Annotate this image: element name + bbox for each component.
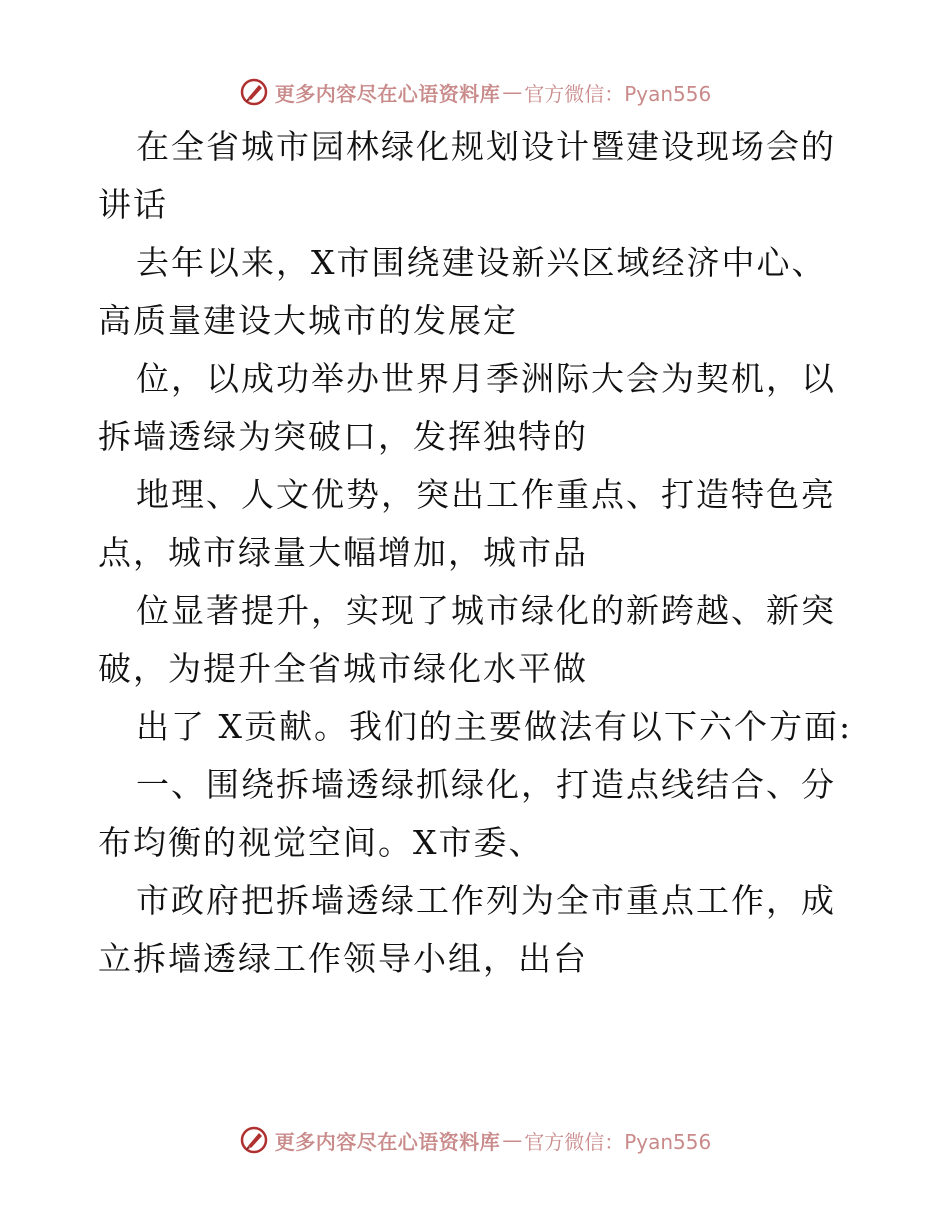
document-title: 在全省城市园林绿化规划设计暨建设现场会的讲话 xyxy=(98,127,836,224)
banner-text: 更多内容尽在心语资料库 xyxy=(274,81,501,106)
document-body xyxy=(98,118,858,988)
paragraph: 一、围绕拆墙透绿抓绿化，打造点线结合、分布均衡的视觉空间。X市委、 xyxy=(98,765,836,862)
banner-contact: 官方微信：Pyan556 xyxy=(524,1129,712,1154)
banner-dash: — xyxy=(502,1128,523,1152)
paragraph: 地理、人文优势，突出工作重点、打造特色亮点，城市绿量大幅增加，城市品 xyxy=(98,475,836,572)
banner-contact: 官方微信：Pyan556 xyxy=(524,81,712,106)
banner-dash: — xyxy=(502,80,523,104)
header-banner xyxy=(0,72,950,112)
paragraph: 位，以成功举办世界月季洲际大会为契机，以拆墙透绿为突破口，发挥独特的 xyxy=(98,359,836,456)
footer-banner xyxy=(0,1120,950,1160)
paragraph: 市政府把拆墙透绿工作列为全市重点工作，成立拆墙透绿工作领导小组，出台 xyxy=(98,881,836,978)
paragraph: 去年以来，X市围绕建设新兴区域经济中心、高质量建设大城市的发展定 xyxy=(98,243,827,340)
paragraph: 出了 X贡献。我们的主要做法有以下六个方面: xyxy=(136,707,853,746)
pen-logo-icon xyxy=(239,77,269,107)
paragraph: 位显著提升，实现了城市绿化的新跨越、新突破，为提升全省城市绿化水平做 xyxy=(98,591,836,688)
banner-text: 更多内容尽在心语资料库 xyxy=(274,1129,501,1154)
pen-logo-icon xyxy=(239,1125,269,1155)
